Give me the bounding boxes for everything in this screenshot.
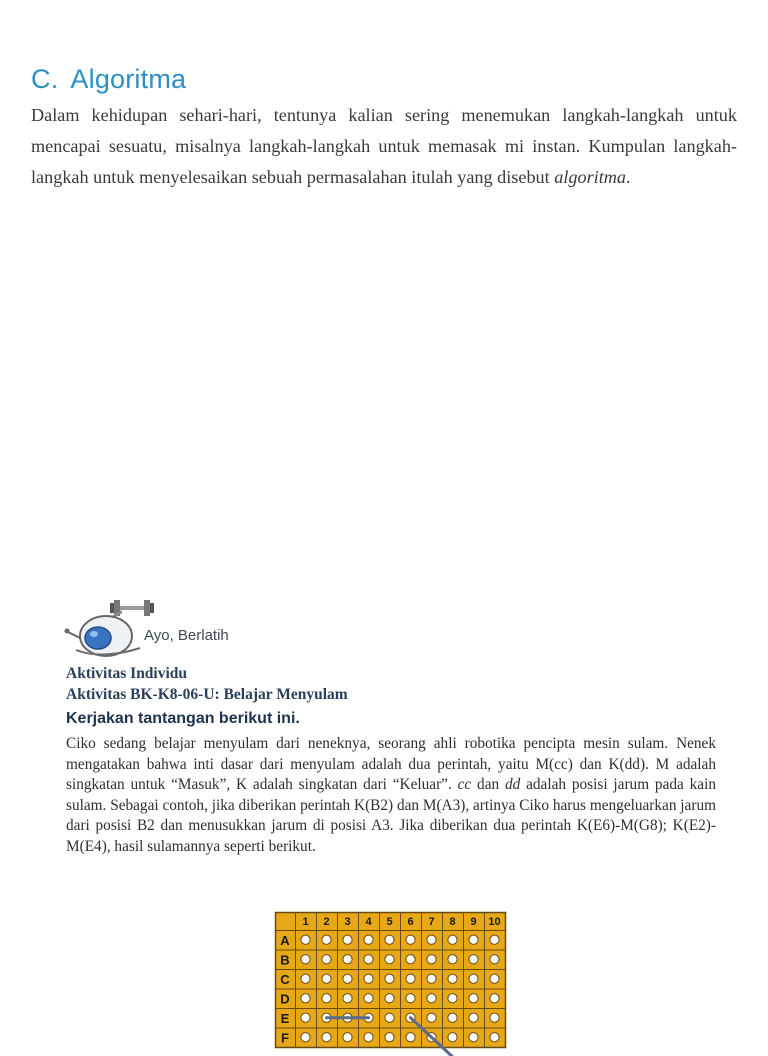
grid-hole xyxy=(469,974,478,983)
grid-col-header: 7 xyxy=(428,916,435,928)
grid-hole xyxy=(427,935,436,944)
activity-term-cc: cc xyxy=(457,776,472,793)
section-title xyxy=(31,64,186,95)
section-number: C. xyxy=(31,64,59,94)
activity-text-2: adalah posisi jarum pada kain sulam. Sebagai contoh, jika diberikan perintah K(B2) dan M(A3), artinya Ciko harus mengeluarkan jarum dari posisi B2 dan menusukkan jarum di posisi A3. Jika diberikan dua perintah K(E6)-M(G8); K(E2)-M(E4), hasil sulamannya seperti berikut. xyxy=(66,776,716,855)
grid-hole xyxy=(490,935,499,944)
grid-hole xyxy=(364,974,373,983)
grid-col-header: 5 xyxy=(386,916,393,928)
grid-col-header: 1 xyxy=(302,916,309,928)
intro-term: algoritma xyxy=(554,167,626,187)
grid-hole xyxy=(406,935,415,944)
activity-text-1: Ciko sedang belajar menyulam dari neneknya, seorang ahli robotika pencipta mesin sulam. Nenek mengatakan bahwa inti dasar dari menyulam adalah dua perintah, yaitu M(cc) dan K(dd). M adalah singkatan untuk “Masuk”, K adalah singkatan dari “Keluar”. xyxy=(66,735,716,793)
grid-hole xyxy=(427,994,436,1003)
grid-hole xyxy=(343,974,352,983)
grid-hole xyxy=(406,1033,415,1042)
grid-hole xyxy=(385,1013,394,1022)
grid-row-header: C xyxy=(280,971,290,987)
activity-text-dan: dan xyxy=(471,776,505,793)
section-heading: Algoritma xyxy=(70,64,187,94)
grid-hole xyxy=(322,955,331,964)
grid-hole xyxy=(385,994,394,1003)
grid-row-header: E xyxy=(280,1010,290,1026)
grid-row-header: F xyxy=(281,1030,289,1046)
grid-hole xyxy=(343,994,352,1003)
grid-row-header: B xyxy=(280,952,290,968)
grid-hole xyxy=(364,1033,373,1042)
grid-hole xyxy=(301,1033,310,1042)
activity-description xyxy=(66,734,716,857)
grid-hole xyxy=(301,955,310,964)
embroidery-grid-svg xyxy=(275,912,507,1052)
practice-banner-label: Ayo, Berlatih xyxy=(144,627,229,644)
activity-code-title: Aktivitas BK-K8-06-U: Belajar Menyulam xyxy=(66,686,348,703)
grid-hole xyxy=(385,955,394,964)
grid-hole xyxy=(427,974,436,983)
grid-hole xyxy=(364,994,373,1003)
grid-col-header: 8 xyxy=(449,916,456,928)
grid-hole xyxy=(301,994,310,1003)
grid-hole xyxy=(406,974,415,983)
grid-hole xyxy=(322,974,331,983)
embroidery-grid xyxy=(275,912,507,1046)
grid-col-header: 6 xyxy=(407,916,414,928)
grid-row-header: D xyxy=(280,991,290,1007)
grid-hole xyxy=(406,955,415,964)
activity-type: Aktivitas Individu xyxy=(66,665,188,682)
grid-hole xyxy=(343,1033,352,1042)
grid-hole xyxy=(427,955,436,964)
grid-col-header: 2 xyxy=(323,916,330,928)
task-heading: Kerjakan tantangan berikut ini. xyxy=(66,710,300,727)
grid-col-header: 4 xyxy=(365,916,372,928)
grid-hole xyxy=(301,1013,310,1022)
grid-row-header: A xyxy=(280,932,290,948)
grid-hole xyxy=(385,935,394,944)
grid-hole xyxy=(448,974,457,983)
grid-hole xyxy=(469,994,478,1003)
grid-hole xyxy=(322,994,331,1003)
grid-hole xyxy=(469,935,478,944)
grid-hole xyxy=(301,974,310,983)
intro-text: Dalam kehidupan sehari-hari, tentunya kalian sering menemukan langkah-langkah untuk mencapai sesuatu, misalnya langkah-langkah untuk memasak mi instan. Kumpulan langkah-langkah untuk menyelesaikan sebuah permasalahan itulah yang disebut xyxy=(31,105,737,187)
grid-hole xyxy=(448,955,457,964)
grid-hole xyxy=(490,1013,499,1022)
intro-end: . xyxy=(626,167,631,187)
grid-hole xyxy=(490,974,499,983)
grid-col-header: 3 xyxy=(344,916,351,928)
grid-hole xyxy=(364,955,373,964)
grid-hole xyxy=(406,994,415,1003)
grid-hole xyxy=(385,974,394,983)
grid-hole xyxy=(448,1013,457,1022)
grid-hole xyxy=(322,1033,331,1042)
grid-hole xyxy=(427,1013,436,1022)
grid-hole xyxy=(490,955,499,964)
grid-hole xyxy=(343,935,352,944)
grid-hole xyxy=(448,935,457,944)
grid-hole xyxy=(448,994,457,1003)
grid-hole xyxy=(322,935,331,944)
grid-hole xyxy=(490,994,499,1003)
grid-hole xyxy=(301,935,310,944)
grid-hole xyxy=(448,1033,457,1042)
grid-hole xyxy=(469,1013,478,1022)
grid-hole xyxy=(343,955,352,964)
grid-hole xyxy=(490,1033,499,1042)
grid-col-header: 10 xyxy=(488,916,501,928)
grid-hole xyxy=(364,935,373,944)
grid-hole xyxy=(469,955,478,964)
grid-hole xyxy=(469,1033,478,1042)
grid-hole xyxy=(385,1033,394,1042)
intro-paragraph xyxy=(31,100,737,193)
activity-term-dd: dd xyxy=(504,776,521,793)
grid-col-header: 9 xyxy=(470,916,477,928)
